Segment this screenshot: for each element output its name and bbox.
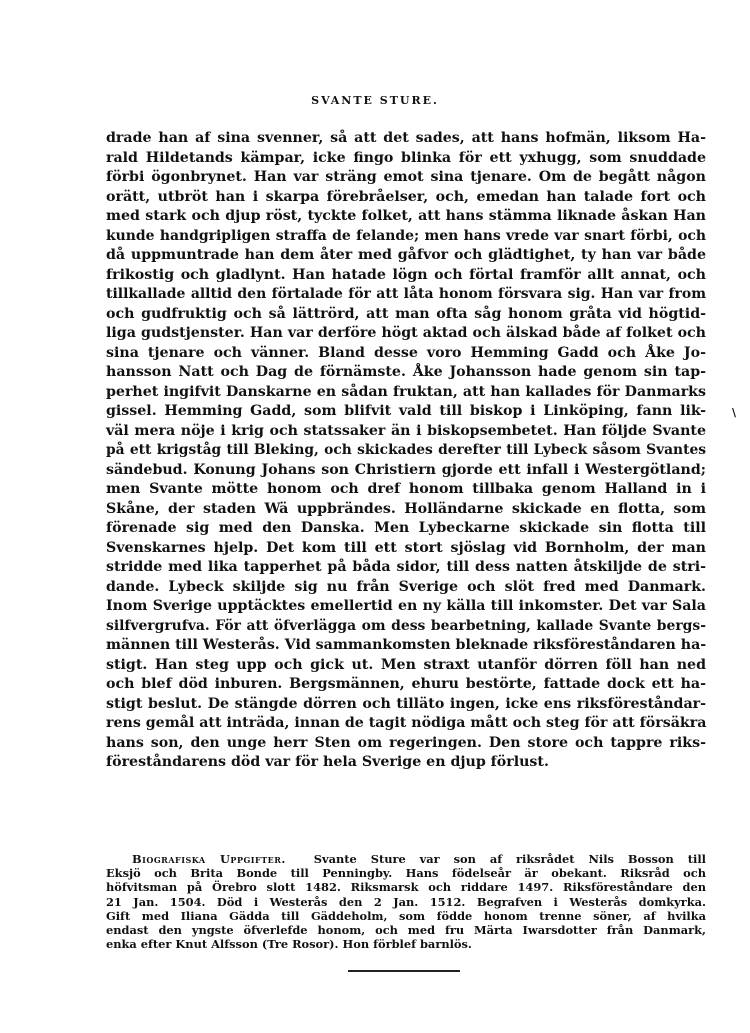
body-line: och gudfruktig och så lättrörd, att man ofta såg honom gråta vid högtid- <box>106 305 706 322</box>
biographical-notes <box>106 852 706 951</box>
body-line: Inom Sverige upptäcktes emellertid en ny källa till inkomster. Det var Sala <box>106 598 706 614</box>
section-divider <box>348 970 460 972</box>
body-line: silfvergrufva. För att öfverlägga om dess bearbetning, kallade Svante bergs- <box>106 617 706 634</box>
body-line: tillkallade alltid den förtalade för att låta honom försvara sig. Han var from <box>106 286 706 302</box>
body-line: med stark och djup röst, tyckte folket, att hans stämma liknade åskan Han <box>106 208 706 224</box>
notes-line: 21 Jan. 1504. Död i Westerås den 2 Jan. 1512. Begrafven i Westerås domkyrka. <box>106 894 706 909</box>
notes-line: Eksjö och Brita Bonde till Penningby. Hans födelseår är obekant. Riksråd och <box>106 866 706 881</box>
body-text <box>106 129 706 773</box>
body-line: rens gemål att inträda, innan de tagit nödiga mått och steg för att försäkra <box>106 715 707 731</box>
body-line: förenade sig med den Danska. Men Lybeckarne skickade sin flotta till <box>106 520 706 536</box>
body-line: frikostig och gladlynt. Han hatade lögn och förtal framför allt annat, och <box>106 266 706 283</box>
body-line: orätt, utbröt han i skarpa förebråelser, och, emedan han talade fort och <box>106 188 706 205</box>
notes-line: endast den yngste öfverlefde honom, och med fru Märta Iwarsdotter från Danmark, <box>106 922 706 937</box>
notes-heading: Biografiska Uppgifter. <box>132 852 286 866</box>
body-line: männen till Westerås. Vid sammankomsten bleknade riksföreståndaren ha- <box>106 637 707 653</box>
body-line: rald Hildetands kämpar, icke fingo blinka för ett yxhugg, som snuddade <box>106 149 706 166</box>
body-line: förbi ögonbrynet. Han var sträng emot sina tjenare. Om de begått någon <box>106 169 706 185</box>
body-line: hansson Natt och Dag de förnämste. Åke Johansson hade genom sin tap- <box>106 364 706 380</box>
body-line: drade han af sina svenner, så att det sades, att hans hofmän, liksom Ha- <box>106 130 706 146</box>
margin-mark: \ <box>732 406 737 419</box>
body-line: liga gudstjenster. Han var derföre högt aktad och älskad både af folket och <box>106 325 706 341</box>
notes-line: höfvitsman på Örebro slott 1482. Riksmarsk och riddare 1497. Riksföreståndare den <box>106 880 706 895</box>
body-line: väl mera nöje i krig och statssaker än i biskopsembetet. Han följde Svante <box>106 422 706 439</box>
body-line: och blef död inburen. Bergsmännen, ehuru bestörte, fattade dock ett ha- <box>106 676 706 692</box>
notes-line: Svante Sture var son af riksrådet Nils Bosson till <box>313 852 706 866</box>
running-head: SVANTE STURE. <box>311 94 439 107</box>
body-line: Svenskarnes hjelp. Det kom till ett stort sjöslag vid Bornholm, der man <box>106 539 706 556</box>
body-line: gissel. Hemming Gadd, som blifvit vald till biskop i Linköping, fann lik- <box>106 403 706 419</box>
body-line: men Svante mötte honom och dref honom tillbaka genom Halland in i <box>106 481 706 497</box>
body-line: stigt beslut. De stängde dörren och tilläto ingen, icke ens riksföreståndar- <box>106 695 706 712</box>
body-line: kunde handgripligen straffa de felande; men hans vrede var snart förbi, och <box>106 227 706 244</box>
body-line: då uppmuntrade han dem åter med gåfvor och glädtighet, ty han var både <box>106 247 706 263</box>
body-line: dande. Lybeck skiljde sig nu från Sverige och slöt fred med Danmark. <box>106 578 706 595</box>
body-line: på ett krigståg till Bleking, och skickades derefter till Lybeck såsom Svantes <box>106 442 706 458</box>
notes-line: enka efter Knut Alfsson (Tre Rosor). Hon förblef barnlös. <box>106 937 472 952</box>
body-line: perhet ingifvit Danskarne en sådan fruktan, att han kallades för Danmarks <box>106 383 706 400</box>
body-line: Skåne, der staden Wä uppbrändes. Holländarne skickade en flotta, som <box>106 500 706 517</box>
notes-line: Gift med Iliana Gädda till Gäddeholm, som födde honom trenne söner, af hvilka <box>106 908 706 923</box>
body-line: stridde med lika tapperhet på båda sidor, till dess natten åtskiljde de stri- <box>106 559 706 575</box>
notes-first-line <box>106 852 706 866</box>
body-line: hans son, den unge herr Sten om regeringen. Den store och tappre riks- <box>106 734 706 751</box>
body-line: sina tjenare och vänner. Bland desse voro Hemming Gadd och Åke Jo- <box>106 344 706 361</box>
body-line: föreståndarens död var för hela Sverige en djup förlust. <box>106 754 549 770</box>
body-line: sändebud. Konung Johans son Christiern gjorde ett infall i Westergötland; <box>106 461 706 478</box>
body-line: stigt. Han steg upp och gick ut. Men straxt utanför dörren föll han ned <box>106 656 706 673</box>
